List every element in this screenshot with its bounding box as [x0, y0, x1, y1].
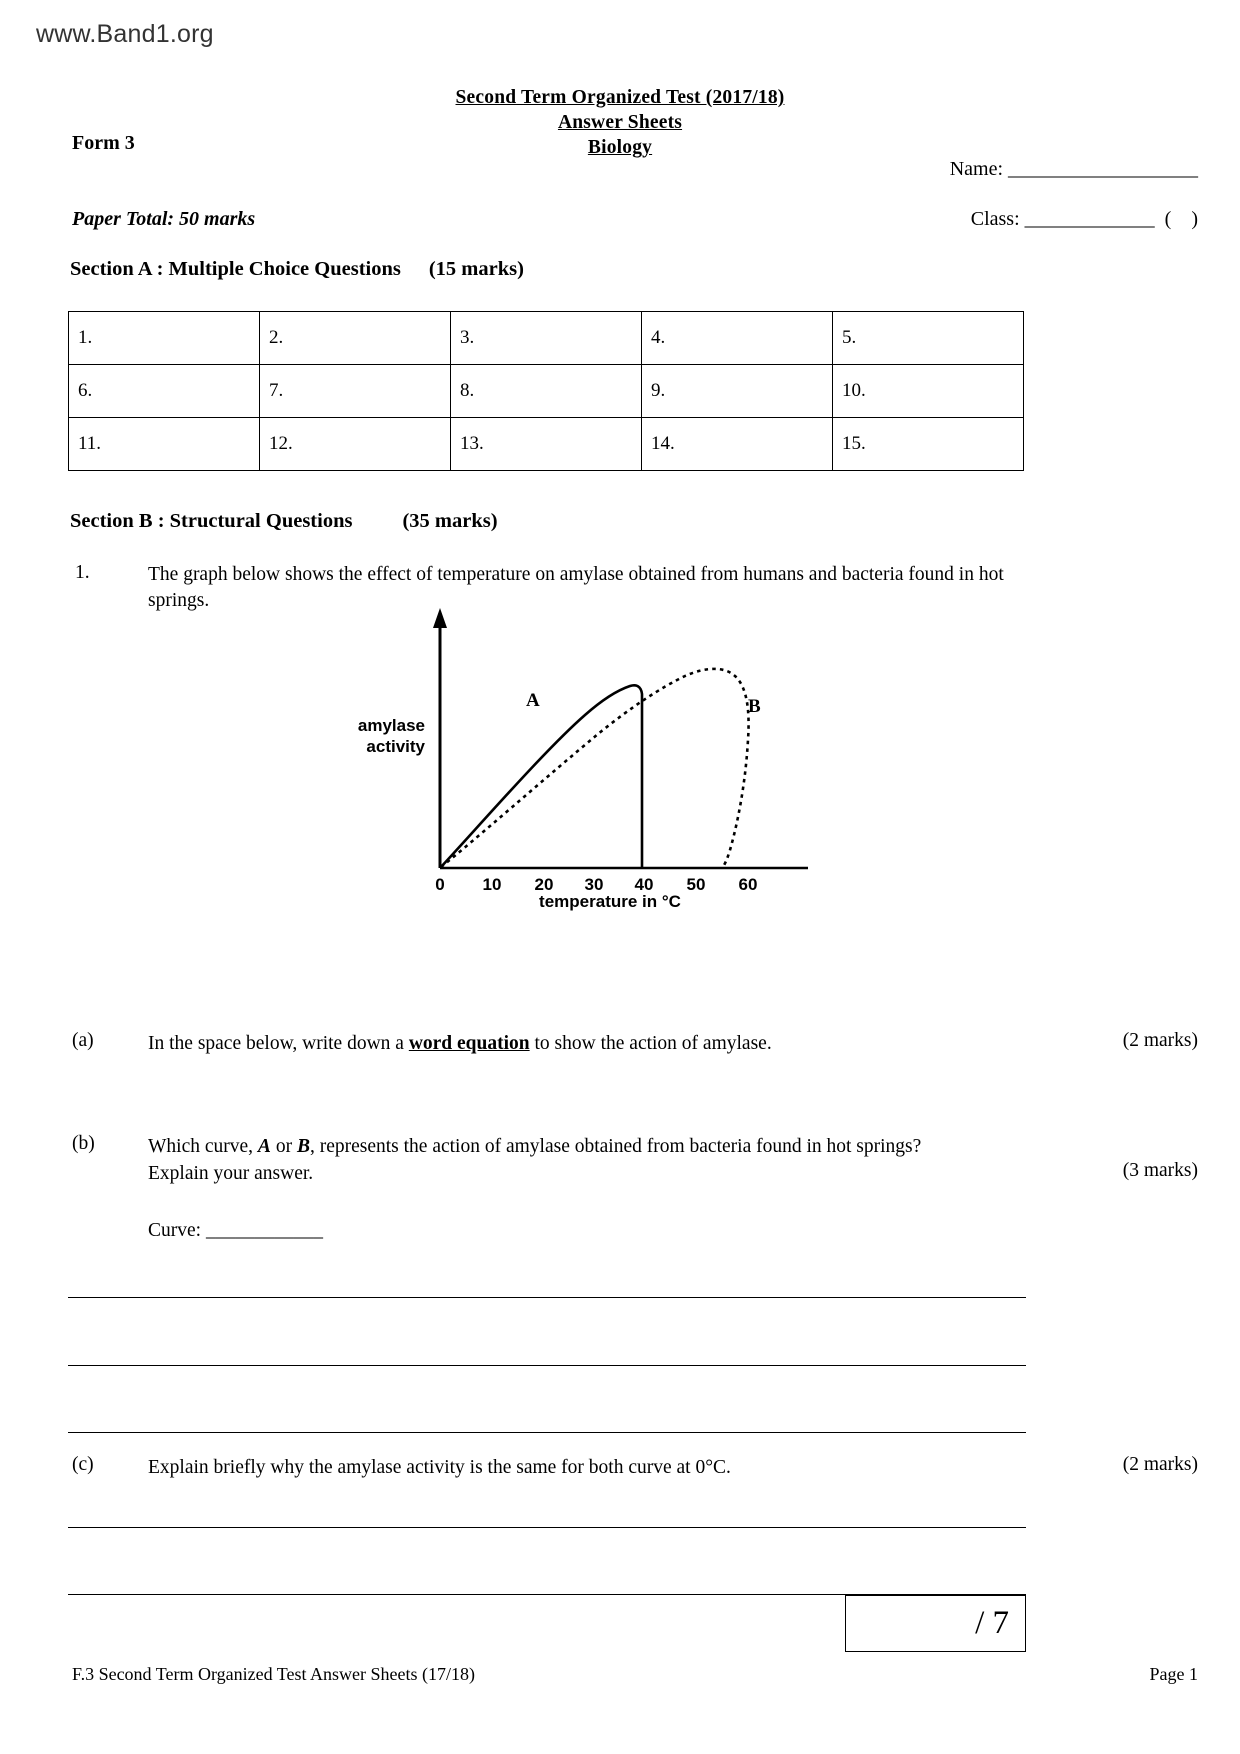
answer-line[interactable]	[68, 1365, 1026, 1366]
y-axis-label-line2: activity	[366, 737, 425, 756]
part-c-marks: (2 marks)	[1122, 1454, 1198, 1475]
mcq-answer-box[interactable]	[308, 312, 451, 365]
mcq-number: 6.	[69, 365, 117, 418]
mcq-number: 3.	[451, 312, 499, 365]
part-c-text: Explain briefly why the amylase activity is the same for both curve at 0°C.	[148, 1457, 731, 1478]
mcq-number: 7.	[260, 365, 308, 418]
mcq-answer-box[interactable]	[117, 312, 260, 365]
class-blank[interactable]: _____________	[1024, 208, 1155, 230]
curve-b-label: B	[748, 696, 761, 717]
mcq-answer-box[interactable]	[499, 365, 642, 418]
section-b-marks: (35 marks)	[402, 510, 498, 532]
part-b-marks: (3 marks)	[1122, 1160, 1198, 1181]
mcq-number: 1.	[69, 312, 117, 365]
class-paren-close: )	[1191, 208, 1198, 230]
mcq-answer-box[interactable]	[117, 365, 260, 418]
part-b-line2: Explain your answer.	[148, 1163, 314, 1184]
form-label: Form 3	[72, 132, 135, 154]
mcq-number: 12.	[260, 418, 308, 471]
table-row	[69, 312, 1024, 365]
name-label: Name:	[949, 158, 1008, 180]
mcq-answer-box[interactable]	[499, 418, 642, 471]
mcq-number: 14.	[642, 418, 690, 471]
table-row	[69, 365, 1024, 418]
amylase-graph-figure	[330, 600, 890, 925]
curve-b-path	[441, 669, 749, 868]
site-url-watermark: www.Band1.org	[36, 20, 214, 48]
mcq-number: 13.	[451, 418, 499, 471]
paper-total-label: Paper Total: 50 marks	[72, 208, 256, 230]
class-paren-open: (	[1164, 208, 1172, 230]
svg-text:30: 30	[584, 875, 604, 894]
mcq-answer-box[interactable]	[881, 418, 1024, 471]
part-b-text	[148, 1133, 1028, 1187]
score-value: / 7	[975, 1605, 1009, 1641]
answer-line[interactable]	[68, 1527, 1026, 1528]
svg-text:40: 40	[634, 875, 654, 894]
section-b-heading	[70, 510, 498, 533]
class-label: Class:	[970, 208, 1025, 230]
mcq-answer-table	[68, 311, 1024, 471]
name-blank[interactable]: ___________________	[1008, 158, 1198, 180]
part-a-text	[148, 1030, 928, 1057]
mcq-number: 4.	[642, 312, 690, 365]
footer-left: F.3 Second Term Organized Test Answer Sheets (17/18)	[72, 1664, 475, 1684]
mcq-answer-box[interactable]	[499, 312, 642, 365]
part-a-text-after: to show the action of amylase.	[529, 1033, 772, 1054]
header-title-line3: Biology	[587, 137, 653, 158]
part-b-line1-a: Which curve,	[148, 1136, 258, 1157]
table-row	[69, 418, 1024, 471]
mcq-number: 5.	[833, 312, 881, 365]
question-1-stem: The graph below shows the effect of temperature on amylase obtained from humans and bacteria found in hot springs.	[148, 564, 1004, 611]
curve-a-label: A	[526, 690, 540, 711]
exam-header	[0, 85, 1240, 160]
part-a-text-before: In the space below, write down a	[148, 1033, 409, 1054]
mcq-number: 15.	[833, 418, 881, 471]
mcq-answer-box[interactable]	[308, 365, 451, 418]
svg-text:60: 60	[738, 875, 758, 894]
svg-text:50: 50	[686, 875, 706, 894]
part-b-curve-b-ref: B	[296, 1136, 310, 1157]
footer-page-number: Page 1	[1149, 1664, 1198, 1684]
x-axis-label: temperature in °C	[539, 892, 681, 911]
question-1-number: 1.	[75, 562, 90, 583]
class-field-line	[971, 208, 1198, 231]
part-a-marks: (2 marks)	[1122, 1030, 1198, 1051]
part-b-letter: (b)	[72, 1133, 95, 1154]
part-c-letter: (c)	[72, 1454, 94, 1475]
mcq-number: 10.	[833, 365, 881, 418]
curve-answer-prompt[interactable]: Curve: ____________	[148, 1220, 323, 1241]
mcq-number: 11.	[69, 418, 117, 471]
mcq-answer-box[interactable]	[881, 312, 1024, 365]
mcq-number: 2.	[260, 312, 308, 365]
y-axis-label	[330, 715, 425, 757]
mcq-answer-box[interactable]	[690, 418, 833, 471]
answer-line[interactable]	[68, 1432, 1026, 1433]
part-a-letter: (a)	[72, 1030, 94, 1051]
part-b-line1-c: , represents the action of amylase obtained from bacteria found in hot springs?	[309, 1136, 922, 1157]
header-title-line1: Second Term Organized Test (2017/18)	[455, 87, 785, 108]
section-a-title-text: Section A : Multiple Choice Questions	[70, 258, 401, 280]
mcq-answer-box[interactable]	[308, 418, 451, 471]
mcq-answer-box[interactable]	[881, 365, 1024, 418]
score-box	[845, 1595, 1026, 1652]
answer-line[interactable]	[68, 1297, 1026, 1298]
y-axis-arrow	[433, 608, 447, 628]
part-b-curve-a-ref: A	[257, 1136, 271, 1157]
section-b-title-text: Section B : Structural Questions	[70, 510, 353, 532]
section-a-marks: (15 marks)	[428, 258, 524, 280]
part-b-line1-b: or	[270, 1136, 297, 1157]
name-field-line	[950, 158, 1198, 181]
part-a-emphasis: word equation	[408, 1033, 530, 1054]
section-a-heading	[70, 258, 524, 281]
svg-text:0: 0	[435, 875, 445, 894]
mcq-answer-box[interactable]	[117, 418, 260, 471]
svg-text:20: 20	[534, 875, 554, 894]
mcq-answer-box[interactable]	[690, 312, 833, 365]
svg-text:10: 10	[482, 875, 502, 894]
mcq-number: 8.	[451, 365, 499, 418]
header-title-line2: Answer Sheets	[557, 112, 683, 133]
mcq-number: 9.	[642, 365, 690, 418]
y-axis-label-line1: amylase	[357, 716, 425, 735]
mcq-answer-box[interactable]	[690, 365, 833, 418]
